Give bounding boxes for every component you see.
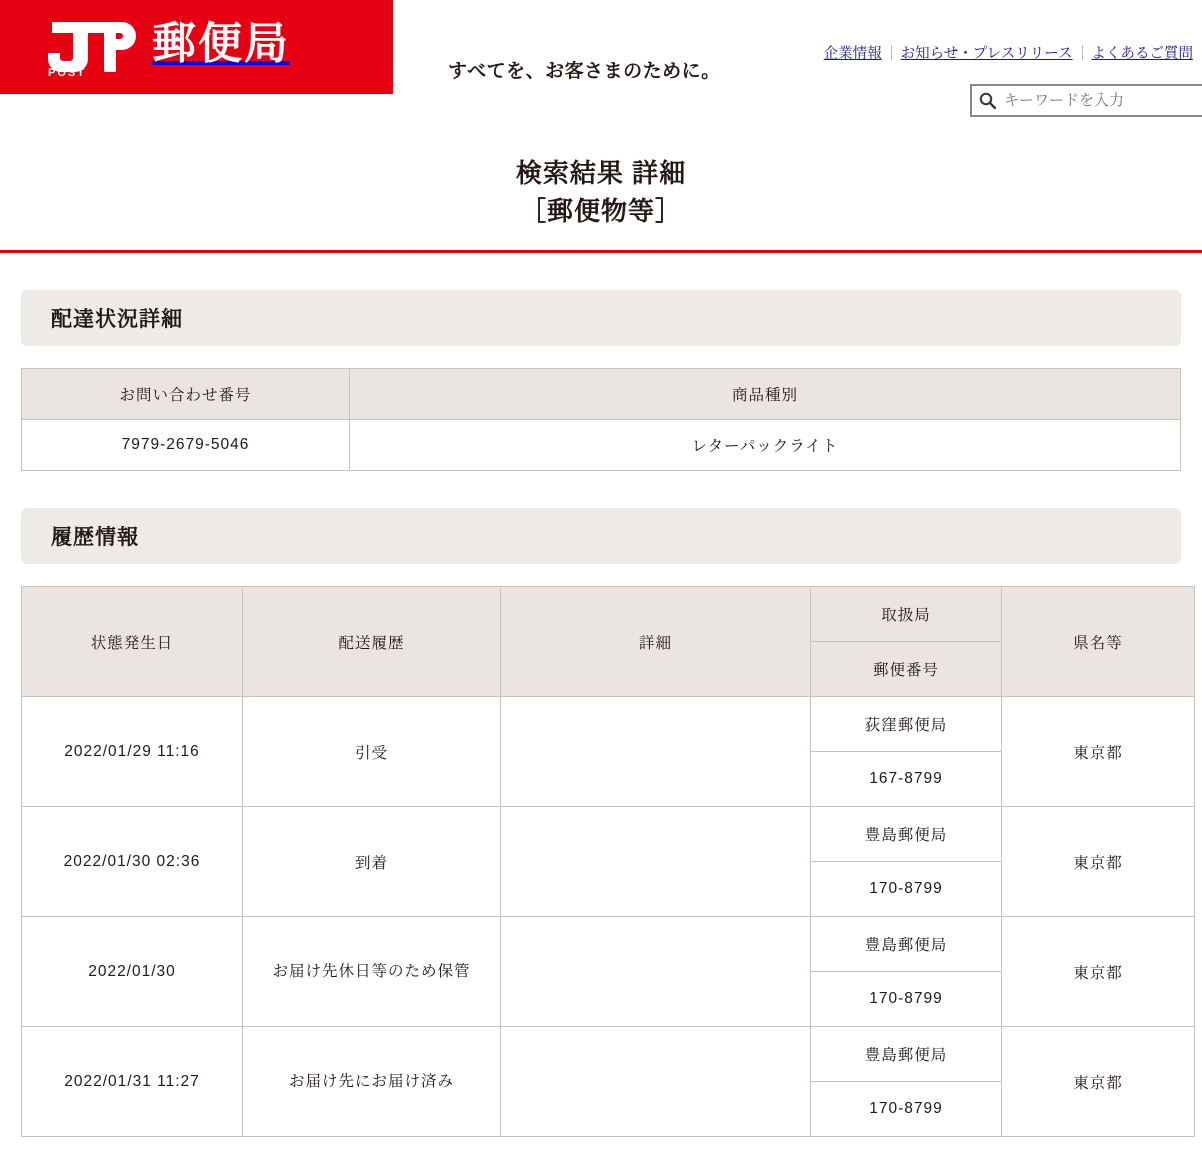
cell-handling-office: 豊島郵便局 [811, 1027, 1002, 1082]
site-tagline: すべてを、お客さまのために。 [448, 61, 721, 82]
table-header-row [22, 587, 1195, 642]
section-header-history-info [21, 508, 1181, 564]
value-product-type: レターパックライト [350, 420, 1181, 471]
header-link-faq[interactable]: よくあるご質問 [1091, 46, 1193, 62]
cell-status-date: 2022/01/29 11:16 [22, 697, 243, 807]
page-title-line1: 検索結果 詳細 [515, 158, 687, 188]
section-title-history-info: 履歴情報 [51, 526, 139, 550]
site-header [0, 0, 1202, 107]
header-link-news[interactable]: お知らせ・プレスリリース [900, 46, 1073, 62]
header-detail: 詳細 [501, 587, 811, 697]
search-icon [972, 92, 1002, 109]
cell-prefecture: 東京都 [1002, 917, 1195, 1027]
cell-detail [501, 807, 811, 917]
cell-detail [501, 1027, 811, 1137]
cell-zip-code: 170-8799 [811, 862, 1002, 917]
header-prefecture: 県名等 [1002, 587, 1195, 697]
search-box[interactable] [970, 84, 1202, 117]
cell-detail [501, 917, 811, 1027]
header-delivery-history: 配送履歴 [243, 587, 501, 697]
header-product-type: 商品種別 [350, 369, 1181, 420]
header-zip-code: 郵便番号 [811, 642, 1002, 697]
cell-delivery-history: お届け先にお届け済み [243, 1027, 501, 1137]
header-status-date: 状態発生日 [22, 587, 243, 697]
cell-zip-code: 170-8799 [811, 972, 1002, 1027]
table-header-row [22, 369, 1181, 420]
header-tracking-number: お問い合わせ番号 [22, 369, 350, 420]
table-row [22, 420, 1181, 471]
search-input[interactable] [1002, 91, 1202, 110]
header-link-list [815, 42, 1202, 63]
cell-status-date: 2022/01/31 11:27 [22, 1027, 243, 1137]
cell-delivery-history: 引受 [243, 697, 501, 807]
header-link-company-info[interactable]: 企業情報 [823, 46, 882, 62]
cell-zip-code: 167-8799 [811, 752, 1002, 807]
cell-delivery-history: 到着 [243, 807, 501, 917]
section-header-delivery-status [21, 290, 1181, 346]
value-tracking-number: 7979-2679-5046 [22, 420, 350, 471]
cell-delivery-history: お届け先休日等のため保管 [243, 917, 501, 1027]
table-row [22, 917, 1195, 972]
history-table [21, 586, 1195, 1137]
cell-prefecture: 東京都 [1002, 697, 1195, 807]
page-title-line2: ［郵便物等］ [519, 195, 682, 226]
cell-prefecture: 東京都 [1002, 807, 1195, 917]
tracking-info-table [21, 368, 1181, 471]
site-logo[interactable] [42, 16, 290, 78]
cell-handling-office: 豊島郵便局 [811, 917, 1002, 972]
cell-detail [501, 697, 811, 807]
page-title [0, 107, 1202, 253]
header-handling-office: 取扱局 [811, 587, 1002, 642]
japan-post-logo-icon [42, 16, 138, 78]
cell-zip-code: 170-8799 [811, 1082, 1002, 1137]
cell-status-date: 2022/01/30 [22, 917, 243, 1027]
table-row [22, 697, 1195, 752]
logo-label: 郵便局 [152, 19, 290, 68]
cell-status-date: 2022/01/30 02:36 [22, 807, 243, 917]
cell-handling-office: 荻窪郵便局 [811, 697, 1002, 752]
cell-handling-office: 豊島郵便局 [811, 807, 1002, 862]
section-title-delivery-status: 配達状況詳細 [51, 308, 183, 332]
table-row [22, 1027, 1195, 1082]
table-row [22, 807, 1195, 862]
svg-text:POST: POST [48, 67, 86, 78]
cell-prefecture: 東京都 [1002, 1027, 1195, 1137]
